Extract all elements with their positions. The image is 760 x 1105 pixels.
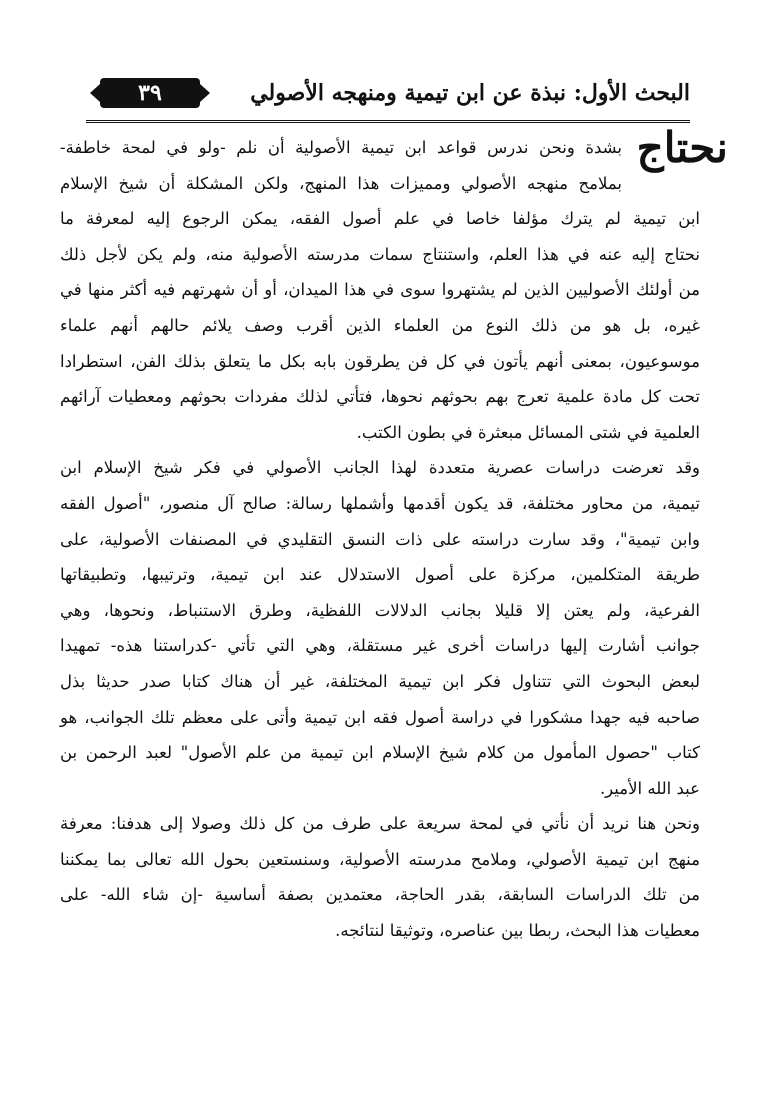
text-line: صاحبه فيه جهدا مشكورا في دراسة أصول فقه ابن تيمية وأتى على معظم تلك الجوانب، هو bbox=[60, 707, 700, 727]
chapter-title: البحث الأول: نبذة عن ابن تيمية ومنهجه الأصولي bbox=[250, 80, 690, 106]
text-line: ابن تيمية لم يترك مؤلفا خاصا في علم أصول الفقه، يمكن الرجوع إليه لمعرفة ما bbox=[60, 209, 700, 229]
text-line: منهج ابن تيمية الأصولي، وملامح مدرسته الأصولية، وسنستعين بحول الله تعالى بما يمكننا bbox=[60, 849, 700, 869]
text-line: ونحن هنا نريد أن نأتي في لمحة سريعة على طرف من كل ذلك وصولا إلى هدفنا: معرفة bbox=[60, 814, 700, 834]
body-text bbox=[60, 130, 700, 949]
text-line: تحت كل مادة علمية تعرج بهم بحوثهم نحوها، فتأتي لذلك مفردات بحوثهم ومعطيات آرائهم bbox=[60, 387, 700, 407]
text-line: عبد الله الأمير. bbox=[599, 778, 700, 798]
text-line: معطيات هذا البحث، ربطا بين عناصره، وتوثيقا لنتائجه. bbox=[335, 921, 700, 941]
drop-word: نحتاج bbox=[636, 123, 728, 172]
text-line: بشدة ونحن ندرس قواعد ابن تيمية الأصولية أن نلم -ولو في لمحة خاطفة- bbox=[60, 138, 622, 157]
text-line: موسوعيون، بمعنى أنهم يأتون في كل فن يطرقون بابه بكل ما يتعلق بذلك الفن، استطرادا bbox=[60, 351, 700, 371]
text-line: الفرعية، ولم يعتن إلا قليلا بجانب الدلالات اللفظية، وطرق الاستنباط، ونحوها، وهي bbox=[60, 600, 700, 620]
text-line: العلمية في شتى المسائل مبعثرة في بطون الكتب. bbox=[356, 422, 700, 442]
text-line: وقد تعرضت دراسات عصرية متعددة لهذا الجانب الأصولي في فكر شيخ الإسلام ابن bbox=[60, 458, 700, 478]
text-line: نحتاج إليه عنه في هذا العلم، واستنتاج سمات مدرسته الأصولية منه، ولم يكن لأجل ذلك bbox=[60, 244, 700, 264]
paragraph-1 bbox=[60, 130, 700, 450]
page-number: ٣٩ bbox=[138, 80, 162, 106]
running-header bbox=[86, 78, 690, 123]
text-line: تيمية، من محاور مختلفة، قد يكون أقدمها وأشملها رسالة: صالح آل منصور، "أصول الفقه bbox=[60, 493, 700, 513]
text-line: من أولئك الأصوليين الذين لم يشتهروا سوى في هذا الميدان، أو أن شهرتهم فيه أكثر منها في bbox=[60, 280, 700, 300]
text-line: لبعض البحوث التي تتناول فكر ابن تيمية المختلفة، غير أن هناك كتابا صدر حديثا بذل bbox=[60, 671, 700, 691]
text-line: بملامح منهجه الأصولي ومميزات هذا المنهج، ولكن المشكلة أن شيخ الإسلام bbox=[60, 173, 622, 193]
text-line: وابن تيمية"، وقد سارت دراسته على ذات النسق التقليدي في المصنفات الأصولية، على bbox=[60, 529, 700, 549]
text-line: كتاب "حصول المأمول من كلام شيخ الإسلام ابن تيمية من علم الأصول" لعبد الرحمن بن bbox=[60, 743, 700, 763]
paragraph-2 bbox=[60, 450, 700, 806]
text-line: طريقة المتكلمين، مركزة على أصول الاستدلال عند ابن تيمية، وترتيبها، وتطبيقاتها bbox=[60, 565, 700, 585]
text-line: غيره، بل هو من ذلك النوع من العلماء الذين أقرب وصف يلائم حالهم أنهم علماء bbox=[60, 315, 700, 335]
paragraph-3 bbox=[60, 806, 700, 948]
text-line: جوانب أشارت إليها دراسات أخرى غير مستقلة، وهي التي تأتي -كدراستنا هذه- تمهيدا bbox=[60, 636, 700, 656]
text-line: من تلك الدراسات السابقة، بقدر الحاجة، معتمدين بصفة أساسية -إن شاء الله- على bbox=[60, 885, 700, 905]
page-number-badge bbox=[100, 78, 200, 108]
